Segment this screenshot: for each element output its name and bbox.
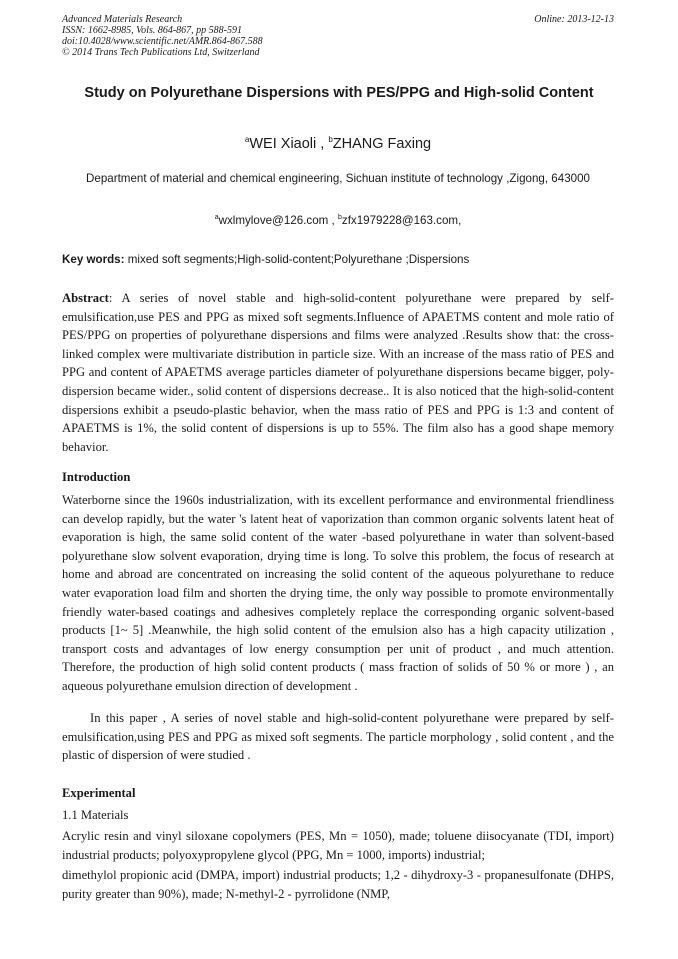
email-a: wxlmylove@126.com ,	[218, 214, 335, 227]
email-b: zfx1979228@163.com,	[341, 214, 462, 227]
issn-line: ISSN: 1662-8985, Vols. 864-867, pp 588-591	[62, 25, 242, 36]
materials-paragraph-1: Acrylic resin and vinyl siloxane copolymers (PES, Mn = 1050), made; toluene diisocyanate (TDI, import) industrial products; polyoxypropylene glycol (PPG, Mn = 1000, imports) industrial;	[62, 829, 614, 862]
keywords-text: mixed soft segments;High-solid-content;Polyurethane ;Dispersions	[124, 253, 470, 266]
introduction-paragraph-1: Waterborne since the 1960s industrialization, with its excellent performance and environmental friendliness can develop rapidly, but the water 's latent heat of vaporization than common organic solvents latent heat of evaporation is high, the same solid content of the water -based polyurethane in water than solvent-based polyurethane slow solvent evaporation, drying time is long. To solve this problem, the focus of research at home and abroad are concentrated on increasing the solid content of the aqueous polyurethane to reduce water evaporation load film and shorten the drying time, the only way possible to promote environmentally friendly water-based coatings and adhesives completely replace the corresponding organic solvent-based products [1~ 5] .Meanwhile, the high solid content of the emulsion also has a high capacity utilization , transport costs and advantages of low energy consumption per unit of product , and much attention. Therefore, the production of high solid content products ( mass fraction of solids of 50 % or more ) , an aqueous polyurethane emulsion direction of development .	[62, 493, 614, 693]
abstract-text: : A series of novel stable and high-solid-content polyurethane were prepared by self-emulsification,use PES and PPG as mixed soft segments.Influence of APAETMS content and mole ratio of PES/PPG on properties of polyurethane dispersions and films were analyzed .Results show that: the cross-linked complex were multivariate distribution in particle size. With an increase of the mass ratio of PES and PPG and content of APAETMS average particles diameter of polyurethane dispersions became bigger, poly-dispersion became wider., solid content of dispersions decrease.. It is also noticed that the high-solid-content dispersions exhibit a pseudo-plastic behavior, when the mass ratio of PES and PPG is 1:3 and content of APAETMS is 1%, the solid content of dispersions is up to 55%. The film also has a good shape memory behavior.	[62, 291, 614, 454]
experimental-heading: Experimental	[62, 786, 136, 800]
running-header	[62, 14, 614, 58]
email-b-marker: b	[337, 214, 342, 222]
author-a-marker: a	[244, 135, 250, 145]
journal-name: Advanced Materials Research	[62, 14, 183, 25]
email-line	[62, 214, 614, 228]
keywords-label: Key words:	[62, 253, 125, 266]
copyright-line: © 2014 Trans Tech Publications Ltd, Switzerland	[62, 47, 260, 58]
email-a-marker: a	[214, 214, 219, 222]
introduction-heading: Introduction	[62, 470, 131, 484]
affiliation: Department of material and chemical engineering, Sichuan institute of technology ,Zigong, 643000	[86, 172, 590, 185]
doi-line: doi:10.4028/www.scientific.net/AMR.864-867.588	[62, 36, 263, 47]
introduction-paragraph-2: In this paper , A series of novel stable and high-solid-content polyurethane were prepared by self-emulsification,using PES and PPG as mixed soft segments. The particle morphology , solid content , and the plastic of dispersion of were studied .	[62, 711, 614, 763]
online-date: Online: 2013-12-13	[534, 14, 614, 25]
paper-title: Study on Polyurethane Dispersions with PES/PPG and High-solid Content	[84, 85, 594, 101]
materials-subheading: 1.1 Materials	[62, 808, 129, 822]
author-b-name: ZHANG Faxing	[332, 136, 432, 152]
author-a-name: WEI Xiaoli ,	[249, 136, 325, 152]
abstract	[62, 289, 614, 456]
keywords	[62, 253, 614, 267]
author-b-marker: b	[328, 135, 333, 145]
abstract-label: Abstract	[62, 291, 109, 305]
author-line	[62, 135, 614, 153]
materials-paragraph-2: dimethylol propionic acid (DMPA, import) industrial products; 1,2 - dihydroxy-3 - propanesulfonate (DHPS, purity greater than 90%), made; N-methyl-2 - pyrrolidone (NMP,	[62, 868, 614, 901]
